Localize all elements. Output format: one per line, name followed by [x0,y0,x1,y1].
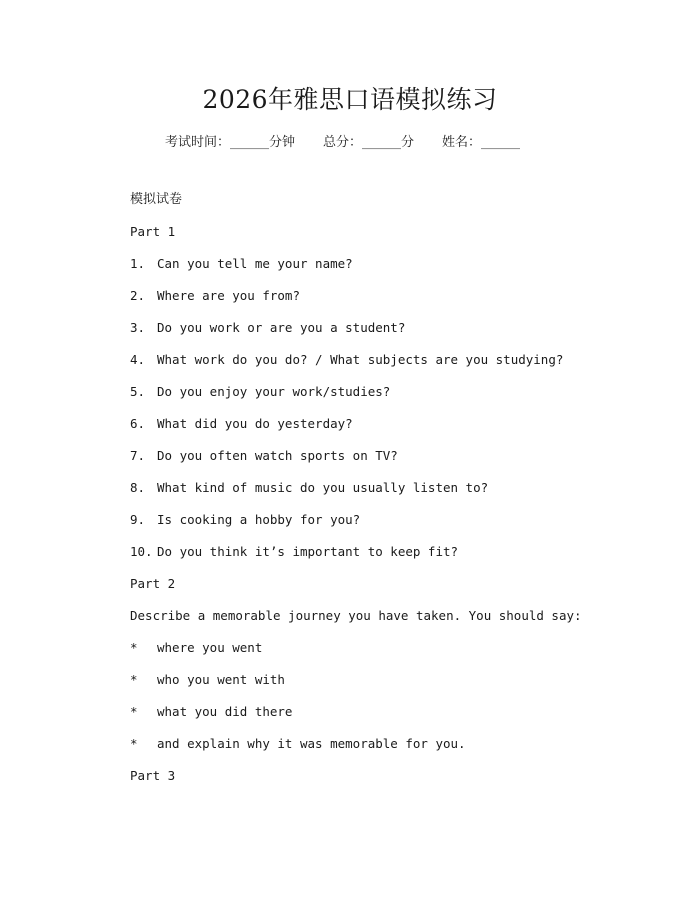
exam-content [130,190,670,798]
question-number: 8. [130,480,146,495]
part2-prompt: Describe a memorable journey you have taken. You should say: [130,608,582,623]
question-item [130,478,670,510]
question-item [130,542,670,574]
document-title: 2026年雅思口语模拟练习 [202,85,498,114]
question-item [130,254,670,286]
bullet-text: and explain why it was memorable for you. [157,736,466,751]
bullet-item [130,670,670,702]
name-field: 姓名：______ [442,135,521,150]
question-item [130,318,670,350]
bullet-item [130,638,670,670]
question-item [130,510,670,542]
question-text: Is cooking a hobby for you? [157,512,361,527]
question-number: 6. [130,416,146,431]
question-text: Do you enjoy your work/studies? [157,384,391,399]
part2-heading: Part 2 [130,576,176,591]
exam-info-row [165,131,520,150]
question-item [130,350,670,382]
question-text: What work do you do? / What subjects are you studying? [157,352,564,367]
question-number: 10. [130,544,153,559]
question-text: What kind of music do you usually listen to? [157,480,489,495]
bullet-mark: * [130,640,138,655]
bullet-mark: * [130,704,138,719]
question-item [130,414,670,446]
bullet-text: what you did there [157,704,293,719]
question-number: 2. [130,288,146,303]
question-text: Where are you from? [157,288,300,303]
question-number: 4. [130,352,146,367]
bullet-item [130,734,670,766]
bullet-text: where you went [157,640,263,655]
bullet-item [130,702,670,734]
question-text: What did you do yesterday? [157,416,353,431]
bullet-text: who you went with [157,672,285,687]
exam-time-field: 考试时间：______分钟 [165,135,296,150]
question-item [130,382,670,414]
question-text: Do you think it’s important to keep fit? [157,544,459,559]
question-text: Do you often watch sports on TV? [157,448,398,463]
question-number: 3. [130,320,146,335]
bullet-mark: * [130,672,138,687]
question-number: 7. [130,448,146,463]
question-item [130,446,670,478]
part1-heading: Part 1 [130,224,176,239]
question-number: 9. [130,512,146,527]
question-text: Can you tell me your name? [157,256,353,271]
part3-heading: Part 3 [130,768,176,783]
question-number: 1. [130,256,146,271]
question-text: Do you work or are you a student? [157,320,406,335]
bullet-mark: * [130,736,138,751]
question-number: 5. [130,384,146,399]
total-score-field: 总分：______分 [323,135,415,150]
question-item [130,286,670,318]
section-heading: 模拟试卷 [130,192,183,207]
